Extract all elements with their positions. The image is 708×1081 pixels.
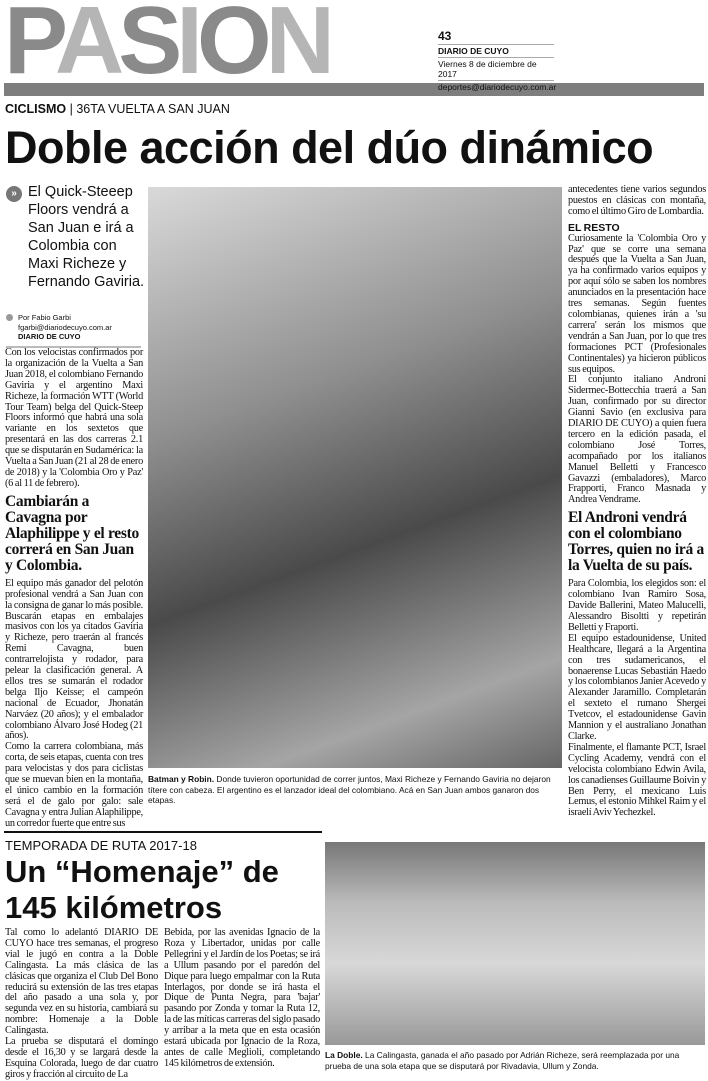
separator: | — [69, 102, 73, 116]
header-band — [4, 83, 704, 96]
column-right — [568, 185, 706, 819]
divider — [4, 831, 322, 833]
column-2b — [164, 928, 320, 1070]
double-arrow-icon: » — [6, 186, 22, 202]
column-1 — [5, 348, 143, 830]
column-2a — [5, 928, 158, 1081]
paragraph: La prueba se disputará el domingo desde el 16,30 y se largará desde la Esquina Colorada, luego de dar cuatro giros y fracción al circuito de La — [5, 1036, 158, 1080]
main-headline: Doble acción del dúo dinámico — [5, 122, 654, 173]
kicker-2: TEMPORADA DE RUTA 2017-18 — [5, 838, 197, 853]
topic-label: 36TA VUELTA A SAN JUAN — [76, 102, 230, 116]
paragraph: El conjunto italiano Androni Sidermec-Bottecchia traerá a San Juan, confirmado por su director Gianni Savio (en exclusiva para DIARIO DE CUYO) a quien fuera tercero en la edición pasada, el colombiano José Torres, acompañado por los italianos Manuel Belletti y Francesco Gavazzi (embaladores), Marco Frapporti, Franco Masnada y Andrea Vendrame. — [568, 374, 706, 506]
paper-name: DIARIO DE CUYO — [438, 45, 554, 58]
paragraph: Finalmente, el flamante PCT, Israel Cycling Academy, vendrá con el velocista colombiano Edwin Avila, los canadienses Guillaume Boivin y Ben Perry, el mexicano Luis Lemus, el estonio Mihkel Raim y el israelí Aviv Yechezkel. — [568, 741, 706, 819]
masthead-meta — [438, 28, 557, 93]
page-number: 43 — [438, 28, 554, 45]
deck — [6, 183, 146, 291]
cyclists-photo — [148, 187, 562, 768]
paragraph: Con los velocistas confirmados por la organización de la Vuelta a San Juan 2018, el colombiano Fernando Gaviria y el argentino Maxi Richeze, la formación WTT (World Tour Team) belga del Quick-Steep Floors informó que habrá una sola variante en los sextetos que presentará en las dos carreras 2.1 que se disputarán en Sudamérica: la Vuelta a San Juan (21 al 28 de enero de 2018) y la 'Colombia Oro y Paz' (6 al 11 de febrero). — [5, 347, 143, 489]
byline — [6, 313, 141, 348]
caption-lead: Batman y Robin. — [148, 774, 215, 784]
section-label: CICLISMO — [5, 102, 67, 116]
paragraph: El equipo más ganador del pelotón profesional vendrá a San Juan con la consigna de ganar lo más posible. Buscarán etapas en embalajes masivos con los ya citados Gaviria y Richeze, pero traerán al francés Remi Cavagna, buen contrarrelojista y rodador, para pelear la clasificación general. A ellos tres se sumarán el rodador belga Iljo Keisse; el campeón nacional de Ecuador, Jhonatán Narváez (20 años); y el embalador colombiano Álvaro José Hodeg (21 años). — [5, 577, 143, 742]
author-email: fgarbi@diariodecuyo.com.ar — [18, 322, 112, 332]
section-email: deportes@diariodecuyo.com.ar — [438, 82, 557, 92]
caption-text: La Calingasta, ganada el año pasado por Adrián Richeze, será reemplazada por una prueba de una sola etapa que se disputará por Rivadavia, Ullum y Zonda. — [325, 1050, 680, 1071]
section-heading: EL RESTO — [568, 221, 620, 234]
photo-caption-2 — [325, 1050, 705, 1071]
issue-date: Viernes 8 de diciembre de 2017 — [438, 58, 554, 81]
caption-lead: La Doble. — [325, 1050, 363, 1060]
headline-2: Un “Homenaje” de 145 kilómetros — [5, 854, 279, 925]
paragraph: El equipo estadounidense, United Healthcare, llegará a la Argentina con tres sudamericanos, el bonaerense Lucas Sebastián Haedo y los colombianos Janier Acevedo y Alexander Jaramillo. Completarán el sexteto el rumano Shergei Tvetcov, el estadounidense Gavin Mannion y el australiano Jonathan Clarke. — [568, 632, 706, 742]
caption-text: Donde tuvieron oportunidad de correr juntos, Maxi Richeze y Fernando Gaviria no dejaron títere con cabeza. El argentino es el lanzador ideal del colombiano. Acá en San Juan ambos ganaron dos etapas. — [148, 774, 551, 805]
paragraph: Tal como lo adelantó DIARIO DE CUYO hace tres semanas, el progreso vial le jugó en contra a la Doble Calingasta. La más clásica de las clásicas que organiza el Club Del Bono reducirá su extensión de las tres etapas del año pasado a una sola y, por segunda vez en su historia, cambiará su nombre: Homenaje a la Doble Calingasta. — [5, 927, 158, 1037]
pasion-logo: PASION — [4, 2, 329, 80]
deck-text: El Quick-Steeep Floors vendrá a San Juan e irá a Colombia con Maxi Richeze y Fernando Gaviria. — [28, 184, 145, 290]
race-photo — [325, 842, 705, 1045]
kicker — [5, 102, 230, 116]
paragraph: Como la carrera colombiana, más corta, de seis etapas, cuenta con tres para velocistas y dos para ciclistas que se muevan bien en la montaña, el único cambio en la formación será el de galo por galo: sale Cavagna y entra Julian Alaphilippe, un corredor fuerte que entre sus — [5, 741, 143, 829]
subheading: El Androni vendrá con el colombiano Torres, quien no irá a la Vuelta de su país. — [568, 509, 704, 575]
paragraph: Curiosamente la 'Colombia Oro y Paz' que se corre una semana después que la Vuelta a San Juan, ya ha confirmado varios equipos y por aquí sólo se saben los nombres anunciados en la presentación hace tres semanas. Según fuentes colombianas, quienes irán a 'su carrera' serán los mismos que vendrán a San Juan, por lo que tres formaciones PCT (Profesionales Continentales) ya hicieron públicos sus equipos. — [568, 232, 706, 375]
subheading: Cambiarán a Cavagna por Alaphilippe y el resto correrá en San Juan y Colombia. — [5, 492, 139, 574]
paragraph: Para Colombia, los elegidos son: el colombiano Ivan Ramiro Sosa, Davide Ballerini, Mateo Malucelli, Alessandro Bisoltti y repetirán Belletti y Fraporti. — [568, 578, 706, 633]
bullet-icon — [6, 314, 13, 321]
byline-paper: DIARIO DE CUYO — [18, 332, 81, 341]
paragraph: Bebida, por las avenidas Ignacio de la Roza y Libertador, unidas por calle Pellegrini y el Jardín de los Poetas; se irá a Ullum pasando por el paredón del Dique para luego empalmar con la Ruta Interlagos, por donde se irá hasta el Dique de Punta Negra, para 'bajar' pasando por Zonda y tomar la Ruta 12, la de las míticas carreras del siglo pasado y arribar a la meta que en esta ocasión estará ubicada por Ignacio de la Roza, antes de calle Meglioli, completando 145 kilómetros de extensión. — [164, 927, 320, 1069]
author: Por Fabio Garbi — [18, 313, 71, 322]
paragraph: antecedentes tiene varios segundos puestos en clásicas con montaña, como el último Giro de Lombardia. — [568, 184, 706, 217]
photo-caption — [148, 774, 562, 806]
